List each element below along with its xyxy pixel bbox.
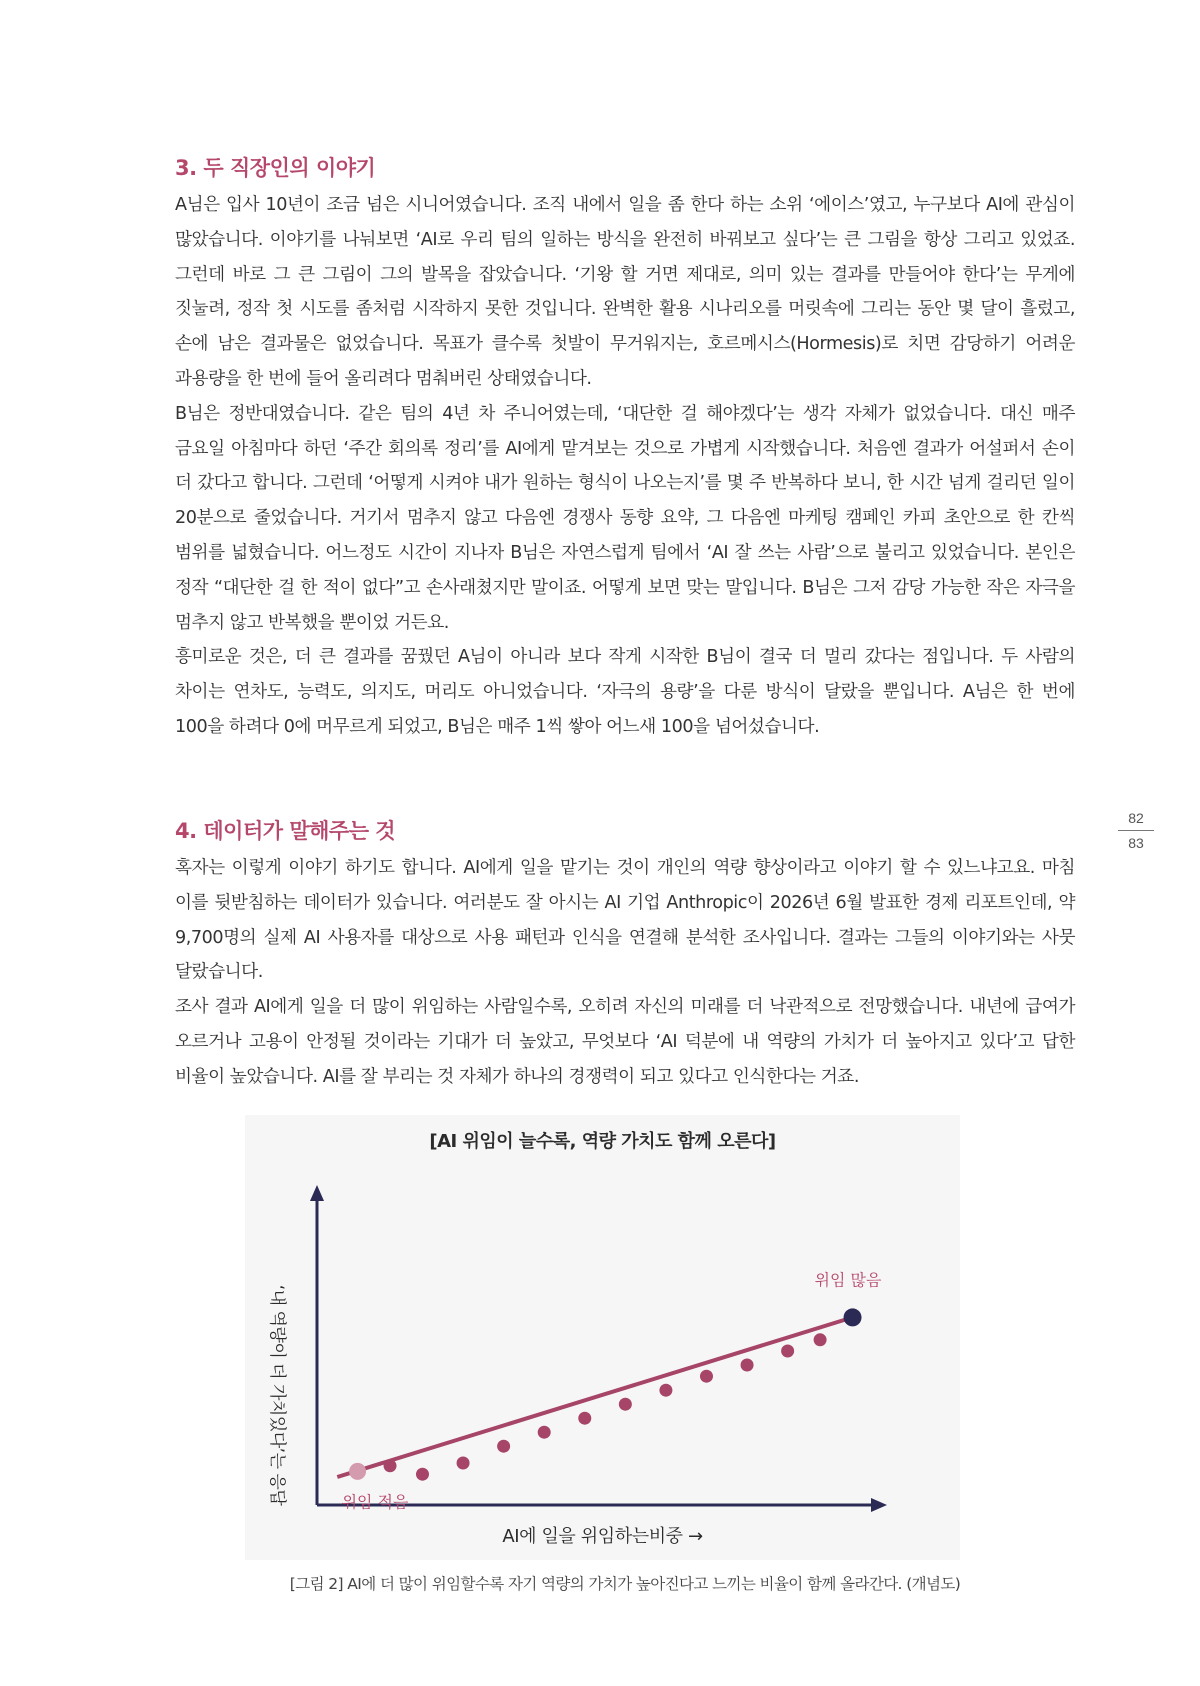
high-delegation-label: 위임 많음	[814, 1270, 882, 1290]
page-number-left: 82	[1128, 810, 1144, 826]
concept-chart	[245, 1115, 960, 1560]
figure-caption: [그림 2] AI에 더 많이 위임할수록 자기 역량의 가치가 높아진다고 느끼는 비율이 함께 올라간다. (개념도)	[289, 1575, 961, 1593]
data-point	[619, 1398, 632, 1411]
data-point	[781, 1345, 794, 1358]
data-point	[659, 1384, 672, 1397]
low-delegation-label: 위임 적음	[341, 1492, 409, 1512]
chart-plot	[245, 1115, 960, 1560]
paragraph: B님은 정반대였습니다. 같은 팀의 4년 차 주니어였는데, ‘대단한 걸 해야겠다’는 생각 자체가 없었습니다. 대신 매주 금요일 아침마다 하던 ‘주간 회의록 정리’를 AI에게 맡겨보는 것으로 가볍게 시작했습니다. 처음엔 결과가 어설퍼서 손이 더 갔다고 합니다. 그런데 ‘어떻게 시켜야 내가 원하는 형식이 나오는지’를 몇 주 반복하다 보니, 한 시간 넘게 걸리던 일이 20분으로 줄었습니다. 거기서 멈추지 않고 다음엔 경쟁사 동향 요약, 그 다음엔 마케팅 캠페인 카피 초안으로 한 칸씩 범위를 넓혔습니다. 어느정도 시간이 지나자 B님은 자연스럽게 팀에서 ‘AI 잘 쓰는 사람’으로 불리고 있었습니다. 본인은 정작 “대단한 걸 한 적이 없다”고 손사래쳤지만 말이죠. 어떻게 보면 맞는 말입니다. B님은 그저 감당 가능한 작은 자극을 멈추지 않고 반복했을 뿐이었 거든요.	[175, 403, 1075, 633]
paragraph: 혹자는 이렇게 이야기 하기도 합니다. AI에게 일을 맡기는 것이 개인의 역량 향상이라고 이야기 할 수 있느냐고요. 마침 이를 뒷받침하는 데이터가 있습니다. 여러분도 잘 아시는 AI 기업 Anthropic이 2026년 6월 발표한 경제 리포트인데, 약 9,700명의 실제 AI 사용자를 대상으로 사용 패턴과 인식을 연결해 분석한 조사입니다. 결과는 그들의 이야기와는 사뭇 달랐습니다.	[175, 858, 1075, 983]
page-number-divider	[1118, 830, 1154, 831]
data-point	[384, 1459, 397, 1472]
data-point	[497, 1440, 510, 1453]
x-axis-label: AI에 일을 위임하는비중 →	[502, 1526, 703, 1547]
section-data	[175, 815, 1075, 1095]
paragraph: A님은 입사 10년이 조금 넘은 시니어였습니다. 조직 내에서 일을 좀 한다 하는 소위 ‘에이스’였고, 누구보다 AI에 관심이 많았습니다. 이야기를 나눠보면 ‘AI로 우리 팀의 일하는 방식을 완전히 바꿔보고 싶다’는 큰 그림을 항상 그리고 있었죠. 그런데 바로 그 큰 그림이 그의 발목을 잡았습니다. ‘기왕 할 거면 제대로, 의미 있는 결과를 만들어야 한다’는 무게에 짓눌려, 정작 첫 시도를 좀처럼 시작하지 못한 것입니다. 완벽한 활용 시나리오를 머릿속에 그리는 동안 몇 달이 흘렀고, 손에 남은 결과물은 없었습니다. 목표가 클수록 첫발이 무거워지는, 호르메시스(Hormesis)로 치면 감당하기 어려운 과용량을 한 번에 들어 올리려다 멈춰버린 상태였습니다.	[175, 195, 1075, 389]
paragraph: 흥미로운 것은, 더 큰 결과를 꿈꿨던 A님이 아니라 보다 작게 시작한 B님이 결국 더 멀리 갔다는 점입니다. 두 사람의 차이는 연차도, 능력도, 의지도, 머리도 아니었습니다. ‘자극의 용량’을 다룬 방식이 달랐을 뿐입니다. A님은 한 번에 100을 하려다 0에 머무르게 되었고, B님은 매주 1씩 쌓아 어느새 100을 넘어섰습니다.	[175, 647, 1075, 737]
y-axis-arrow	[310, 1185, 324, 1201]
section-heading: 4. 데이터가 말해주는 것	[175, 819, 396, 843]
paragraph: 조사 결과 AI에게 일을 더 많이 위임하는 사람일수록, 오히려 자신의 미래를 더 낙관적으로 전망했습니다. 내년에 급여가 오르거나 고용이 안정될 것이라는 기대가 더 높았고, 무엇보다 ‘AI 덕분에 내 역량의 가치가 더 높아지고 있다’고 답한 비율이 높았습니다. AI를 잘 부리는 것 자체가 하나의 경쟁력이 되고 있다고 인식한다는 거죠.	[175, 997, 1075, 1087]
data-point	[814, 1333, 827, 1346]
data-point	[457, 1457, 470, 1470]
x-axis-arrow	[871, 1498, 887, 1512]
data-point	[416, 1468, 429, 1481]
page-number-right: 83	[1128, 835, 1144, 851]
trend-line	[337, 1317, 852, 1477]
data-point	[538, 1426, 551, 1439]
data-point-high	[844, 1308, 862, 1326]
y-axis-label: ‘내 역량이 더 가치있다’는 응답	[267, 1284, 287, 1506]
chart-title: [AI 위임이 늘수록, 역량 가치도 함께 오른다]	[429, 1131, 776, 1152]
section-two-workers	[175, 152, 1075, 745]
data-point	[700, 1370, 713, 1383]
data-point-low	[349, 1463, 366, 1480]
data-point	[578, 1412, 591, 1425]
data-point	[741, 1359, 754, 1372]
page-numbers	[1118, 808, 1154, 853]
section-heading: 3. 두 직장인의 이야기	[175, 156, 376, 180]
